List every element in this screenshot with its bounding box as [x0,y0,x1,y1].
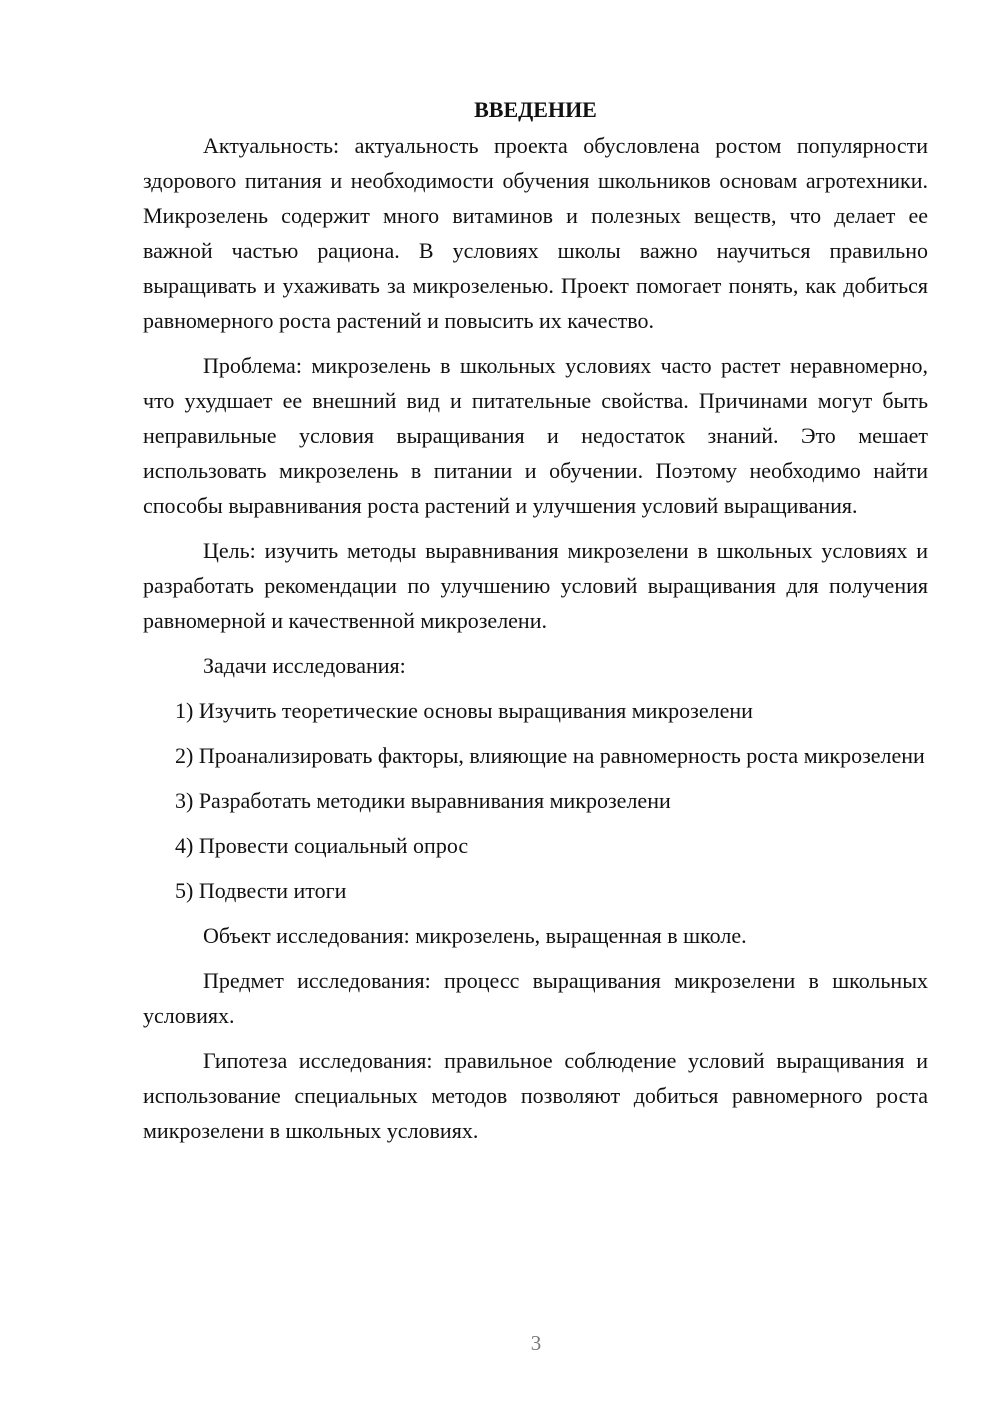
relevance-paragraph: Актуальность: актуальность проекта обусловлена ростом популярности здорового питания и необходимости обучения школьников основам агротехники. Микрозелень содержит много витаминов и полезных веществ, что делает ее важной частью рациона. В условиях школы важно научиться правильно выращивать и ухаживать за микрозеленью. Проект помогает понять, как добиться равномерного роста растений и повысить их качество. [143,133,928,333]
hypothesis-paragraph: Гипотеза исследования: правильное соблюдение условий выращивания и использование специальных методов позволяют добиться равномерного роста микрозелени в школьных условиях. [143,1048,928,1143]
list-item: 2) Проанализировать факторы, влияющие на равномерность роста микрозелени [175,743,925,768]
page-number: 3 [530,1331,542,1355]
list-item: 5) Подвести итоги [175,878,347,903]
goal-paragraph: Цель: изучить методы выравнивания микрозелени в школьных условиях и разработать рекомендации по улучшению условий выращивания для получения равномерной и качественной микрозелени. [143,538,928,633]
tasks-list [143,693,928,908]
list-item: 3) Разработать методики выравнивания микрозелени [175,788,671,813]
page-title: ВВЕДЕНИЕ [474,97,597,122]
document-body [143,92,928,1158]
list-item: 1) Изучить теоретические основы выращивания микрозелени [175,698,753,723]
tasks-heading: Задачи исследования: [203,653,406,678]
list-item: 4) Провести социальный опрос [175,833,469,858]
object-paragraph: Объект исследования: микрозелень, выращенная в школе. [203,923,747,948]
problem-paragraph: Проблема: микрозелень в школьных условиях часто растет неравномерно, что ухудшает ее внешний вид и питательные свойства. Причинами могут быть неправильные условия выращивания и недостаток знаний. Это мешает использовать микрозелень в питании и обучении. Поэтому необходимо найти способы выравнивания роста растений и улучшения условий выращивания. [143,353,928,518]
subject-paragraph: Предмет исследования: процесс выращивания микрозелени в школьных условиях. [143,968,928,1028]
